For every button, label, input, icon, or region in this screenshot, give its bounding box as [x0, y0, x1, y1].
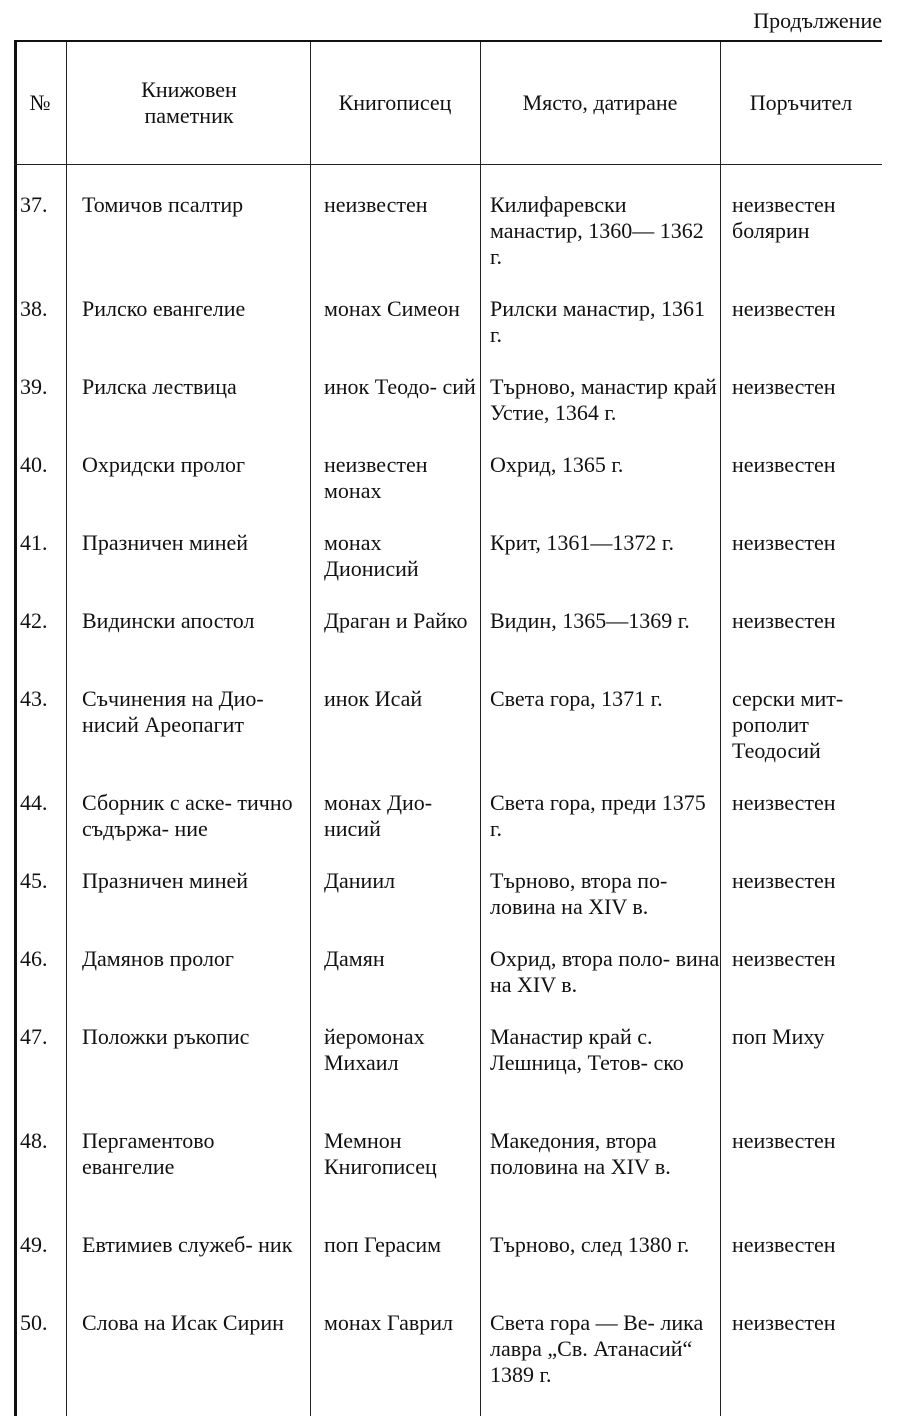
cell-title: Положки ръкопис [82, 1024, 250, 1049]
cell-patron: неизвестен [732, 452, 836, 477]
cell-scribe: монах Дио- нисий [324, 790, 433, 841]
cell-num: 48. [20, 1128, 48, 1153]
cell-num: 42. [20, 608, 48, 633]
cell-scribe: поп Герасим [324, 1232, 442, 1257]
cell-num: 43. [20, 686, 48, 711]
cell-patron: неизвестен [732, 374, 836, 399]
cell-place: Света гора, преди 1375 г. [490, 790, 706, 841]
continuation-caption: Продължение [753, 8, 882, 33]
cell-scribe: инок Исай [324, 686, 423, 711]
cell-place: Света гора — Ве- лика лавра „Св. Атанасий“ 1389 г. [490, 1310, 704, 1387]
cell-title: Рилско евангелие [82, 296, 246, 321]
cell-scribe: йеромонах Михаил [324, 1024, 425, 1075]
cell-place: Търново, след 1380 г. [490, 1232, 690, 1257]
cell-title: Пергаментово евангелие [82, 1128, 215, 1179]
cell-num: 50. [20, 1310, 48, 1335]
cell-scribe: инок Теодо- сий [324, 374, 476, 399]
header-divider [14, 164, 882, 165]
cell-num: 47. [20, 1024, 48, 1049]
cell-patron: неизвестен [732, 946, 836, 971]
cell-patron: неизвестен [732, 1232, 836, 1257]
cell-num: 37. [20, 192, 48, 217]
cell-patron: неизвестен [732, 1128, 836, 1153]
cell-title: Празничен миней [82, 868, 248, 893]
cell-title: Видински апостол [82, 608, 255, 633]
cell-num: 49. [20, 1232, 48, 1257]
cell-scribe: Даниил [324, 868, 396, 893]
header-scribe: Книгописец [338, 90, 452, 115]
cell-place: Охрид, втора поло- вина на XIV в. [490, 946, 720, 997]
header-patron: Поръчител [749, 90, 853, 115]
cell-place: Света гора, 1371 г. [490, 686, 663, 711]
header-num: № [29, 90, 51, 115]
cell-title: Празничен миней [82, 530, 248, 555]
cell-num: 38. [20, 296, 48, 321]
cell-title: Съчинения на Дио- нисий Ареопагит [82, 686, 264, 737]
cell-scribe: монах Симеон [324, 296, 460, 321]
cell-title: Дамянов пролог [82, 946, 234, 971]
column-divider [66, 42, 67, 1416]
cell-place: Охрид, 1365 г. [490, 452, 624, 477]
cell-title: Сборник с аске- тично съдържа- ние [82, 790, 293, 841]
header-title: Книжовен паметник [141, 77, 237, 128]
cell-num: 44. [20, 790, 48, 815]
cell-place: Крит, 1361—1372 г. [490, 530, 674, 555]
cell-patron: неизвестен [732, 530, 836, 555]
cell-scribe: Мемнон Книгописец [324, 1128, 437, 1179]
cell-num: 45. [20, 868, 48, 893]
cell-scribe: неизвестен монах [324, 452, 428, 503]
cell-scribe: Драган и Райко [324, 608, 468, 633]
cell-place: Търново, втора по- ловина на XIV в. [490, 868, 668, 919]
cell-place: Македония, втора половина на XIV в. [490, 1128, 671, 1179]
column-divider [720, 42, 721, 1416]
manuscripts-table [14, 40, 882, 1416]
cell-scribe: неизвестен [324, 192, 428, 217]
table-left-edge [14, 42, 17, 1416]
cell-title: Охридски пролог [82, 452, 246, 477]
cell-num: 46. [20, 946, 48, 971]
cell-patron: неизвестен [732, 868, 836, 893]
cell-scribe: монах Гаврил [324, 1310, 454, 1335]
cell-patron: неизвестен [732, 608, 836, 633]
cell-patron: неизвестен болярин [732, 192, 836, 243]
cell-num: 40. [20, 452, 48, 477]
cell-num: 41. [20, 530, 48, 555]
cell-place: Търново, манастир край Устие, 1364 г. [490, 374, 717, 425]
column-divider [480, 42, 481, 1416]
cell-scribe: Дамян [324, 946, 385, 971]
cell-place: Манастир край с. Лешница, Тетов- ско [490, 1024, 684, 1075]
cell-patron: неизвестен [732, 790, 836, 815]
cell-num: 39. [20, 374, 48, 399]
cell-title: Томичов псалтир [82, 192, 244, 217]
cell-place: Видин, 1365—1369 г. [490, 608, 690, 633]
cell-patron: неизвестен [732, 296, 836, 321]
cell-patron: неизвестен [732, 1310, 836, 1335]
cell-scribe: монах Дионисий [324, 530, 419, 581]
cell-place: Килифаревски манастир, 1360— 1362 г. [490, 192, 704, 269]
cell-title: Рилска лествица [82, 374, 237, 399]
cell-patron: серски мит- рополит Теодосий [732, 686, 844, 763]
cell-title: Слова на Исак Сирин [82, 1310, 284, 1335]
header-place: Място, датиране [522, 90, 678, 115]
cell-patron: поп Миху [732, 1024, 825, 1049]
cell-title: Евтимиев служеб- ник [82, 1232, 293, 1257]
cell-place: Рилски манастир, 1361 г. [490, 296, 705, 347]
